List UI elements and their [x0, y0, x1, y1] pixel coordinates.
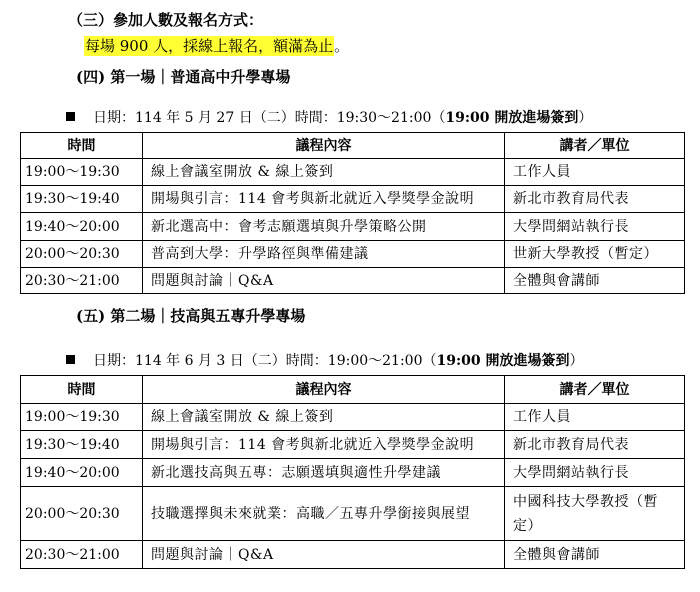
- session1-date-end: ）: [578, 110, 593, 126]
- row-time: 19:40～20:00: [21, 213, 143, 241]
- row-content: 開場與引言：114 會考與新北就近入學獎學金說明: [143, 186, 505, 213]
- header-speaker: 講者／單位: [505, 133, 685, 159]
- row-speaker: 全體與會講師: [505, 541, 685, 569]
- row-time: 19:00～19:30: [21, 159, 143, 186]
- row-speaker: 新北市教育局代表: [505, 431, 685, 459]
- row-speaker: 中國科技大學教授（暫定）: [505, 487, 685, 541]
- row-speaker: 工作人員: [505, 159, 685, 186]
- table-row: [21, 241, 685, 268]
- session2-agenda-table: [20, 375, 685, 569]
- session2-checkin-note: 19:00 開放進場簽到: [436, 353, 570, 369]
- session2-date-line: [66, 350, 584, 370]
- session1-date-text: 日期：114 年 5 月 27 日（二）時間：19:30～21:00（: [93, 110, 446, 126]
- row-speaker: 大學問網站執行長: [505, 213, 685, 241]
- row-content: 技職選擇與未來就業：高職／五專升學銜接與展望: [143, 487, 505, 541]
- table-row: [21, 268, 685, 294]
- row-time: 19:00～19:30: [21, 404, 143, 431]
- row-time: 19:40～20:00: [21, 459, 143, 487]
- session1-date-line: [66, 107, 592, 127]
- row-content: 開場與引言：114 會考與新北就近入學獎學金說明: [143, 431, 505, 459]
- table-row: [21, 159, 685, 186]
- row-speaker: 世新大學教授（暫定）: [505, 241, 685, 268]
- registration-notice: [84, 35, 349, 56]
- table-row: [21, 541, 685, 569]
- table-row: [21, 186, 685, 213]
- session2-date-text: 日期：114 年 6 月 3 日（二）時間：19:00～21:00（: [93, 353, 437, 369]
- header-time: 時間: [21, 376, 143, 404]
- table-row: [21, 404, 685, 431]
- row-content: 新北選技高與五專：志願選填與適性升學建議: [143, 459, 505, 487]
- session1-agenda-table: [20, 132, 685, 294]
- row-speaker: 工作人員: [505, 404, 685, 431]
- row-speaker: 新北市教育局代表: [505, 186, 685, 213]
- row-speaker: 大學問網站執行長: [505, 459, 685, 487]
- table-row: [21, 213, 685, 241]
- row-speaker: 全體與會講師: [505, 268, 685, 294]
- bullet-square-icon: [66, 112, 75, 121]
- notice-period: 。: [334, 37, 350, 55]
- row-time: 19:30～19:40: [21, 431, 143, 459]
- section-three-heading: （三）參加人數及報名方式：: [68, 11, 264, 29]
- section-four-heading: (四) 第一場｜普通高中升學專場: [76, 68, 291, 86]
- row-content: 線上會議室開放 & 線上簽到: [143, 159, 505, 186]
- row-content: 線上會議室開放 & 線上簽到: [143, 404, 505, 431]
- table-header-row: [21, 376, 685, 404]
- session2-date-end: ）: [569, 353, 584, 369]
- row-time: 20:30～21:00: [21, 541, 143, 569]
- header-time: 時間: [21, 133, 143, 159]
- row-time: 19:30～19:40: [21, 186, 143, 213]
- header-content: 議程內容: [143, 133, 505, 159]
- header-content: 議程內容: [143, 376, 505, 404]
- table-header-row: [21, 133, 685, 159]
- header-speaker: 講者／單位: [505, 376, 685, 404]
- table-row: [21, 459, 685, 487]
- row-content: 問題與討論｜Q&A: [143, 541, 505, 569]
- row-time: 20:00～20:30: [21, 241, 143, 268]
- session1-checkin-note: 19:00 開放進場簽到: [445, 110, 579, 126]
- bullet-square-icon: [66, 355, 75, 364]
- table-row: [21, 487, 685, 541]
- row-content: 問題與討論｜Q&A: [143, 268, 505, 294]
- section-five-heading: (五) 第二場｜技高與五專升學專場: [76, 307, 306, 325]
- row-time: 20:00～20:30: [21, 487, 143, 541]
- row-content: 普高到大學：升學路徑與準備建議: [143, 241, 505, 268]
- table-row: [21, 431, 685, 459]
- highlighted-notice: 每場 900 人，採線上報名，額滿為止: [85, 37, 334, 55]
- row-content: 新北選高中：會考志願選填與升學策略公開: [143, 213, 505, 241]
- row-time: 20:30～21:00: [21, 268, 143, 294]
